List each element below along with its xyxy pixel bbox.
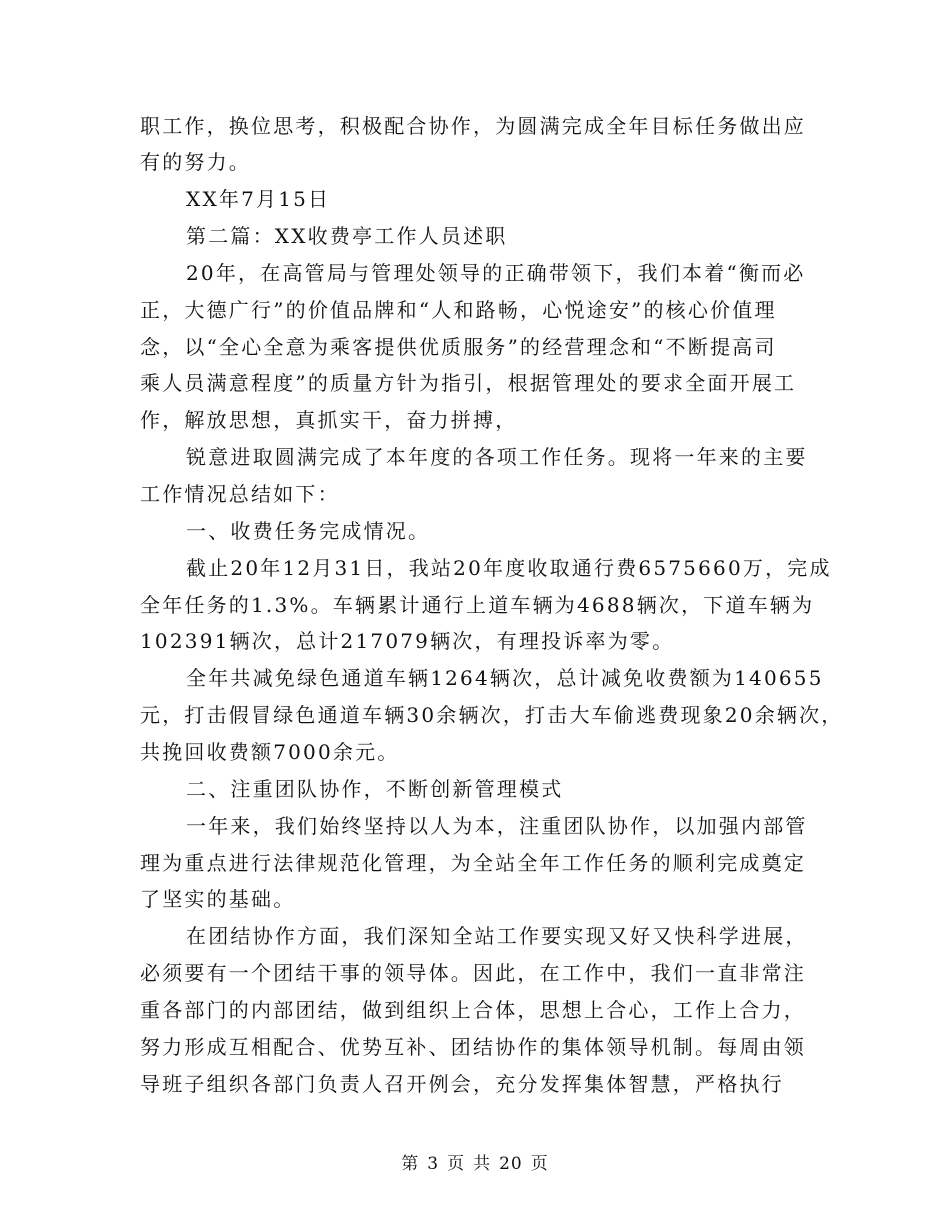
- footer-label-total: 共: [473, 1154, 492, 1174]
- text-line: 重各部门的内部团结，做到组织上合体，思想上合心，工作上合力，: [140, 998, 806, 1022]
- text-line: 努力形成互相配合、优势互补、团结协作的集体领导机制。每周由领: [140, 1035, 806, 1059]
- text-line: 锐意进取圆满完成了本年度的各项工作任务。现将一年来的主要: [186, 445, 808, 469]
- text-line: 工作情况总结如下：: [140, 482, 340, 506]
- section-title: 第二篇：XX收费亭工作人员述职: [186, 224, 508, 248]
- text-line: 导班子组织各部门负责人召开例会，充分发挥集体智慧，严格执行: [140, 1072, 784, 1096]
- footer-label-unit2: 页: [530, 1154, 549, 1174]
- text-line: 职工作，换位思考，积极配合协作，为圆满完成全年目标任务做出应: [140, 114, 806, 138]
- text-line: 截止20年12月31日，我站20年度收取通行费6575660万，完成: [186, 556, 832, 580]
- date-line: XX年7月15日: [186, 187, 331, 211]
- current-page-number: 3: [427, 1154, 440, 1174]
- text-line: 全年任务的1.3%。车辆累计通行上道车辆为4688辆次，下道车辆为: [140, 593, 815, 617]
- footer-label-page: 第: [401, 1154, 420, 1174]
- text-line: 在团结协作方面，我们深知全站工作要实现又好又快科学进展，: [186, 924, 808, 948]
- text-line: 正，大德广行”的价值品牌和“人和路畅，心悦途安”的核心价值理: [140, 298, 777, 322]
- text-line: 有的努力。: [140, 150, 251, 174]
- text-line: 乘人员满意程度”的质量方针为指引，根据管理处的要求全面开展工: [140, 371, 797, 395]
- section-heading: 二、注重团队协作，不断创新管理模式: [186, 777, 564, 801]
- total-pages-number: 20: [499, 1154, 523, 1174]
- text-line: 102391辆次，总计217079辆次，有理投诉率为零。: [140, 629, 675, 653]
- text-line: 作，解放思想，真抓实干，奋力拼搏，: [140, 408, 518, 432]
- text-line: 了坚实的基础。: [140, 887, 296, 911]
- text-line: 念，以“全心全意为乘客提供优质服务”的经营理念和“不断提高司: [140, 335, 777, 359]
- text-line: 全年共减免绿色通道车辆1264辆次，总计减免收费额为140655: [186, 666, 824, 690]
- text-line: 理为重点进行法律规范化管理，为全站全年工作任务的顺利完成奠定: [140, 851, 806, 875]
- page-footer: [0, 1152, 950, 1176]
- text-line: 必须要有一个团结干事的领导体。因此，在工作中，我们一直非常注: [140, 961, 806, 985]
- text-line: 共挽回收费额7000余元。: [140, 740, 400, 764]
- text-line: 20年，在高管局与管理处领导的正确带领下，我们本着“衡而必: [186, 261, 806, 285]
- footer-label-unit: 页: [447, 1154, 466, 1174]
- text-line: 一年来，我们始终坚持以人为本，注重团队协作，以加强内部管: [186, 814, 808, 838]
- section-heading: 一、收费任务完成情况。: [186, 519, 431, 543]
- text-line: 元，打击假冒绿色通道车辆30余辆次，打击大车偷逃费现象20余辆次，: [140, 703, 844, 727]
